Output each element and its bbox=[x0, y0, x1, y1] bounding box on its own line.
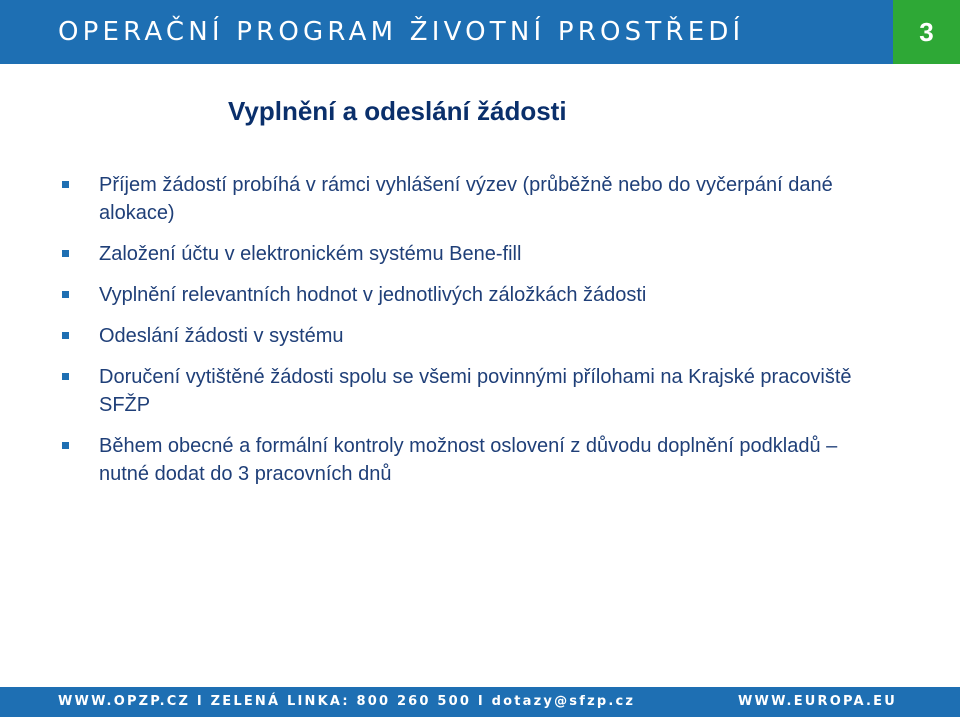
bullet-text: Vyplnění relevantních hodnot v jednotlivých záložkách žádosti bbox=[99, 284, 647, 306]
header-bar bbox=[0, 0, 893, 64]
footer-bar bbox=[0, 687, 960, 717]
bullet-text: Příjem žádostí probíhá v rámci vyhlášení výzev (průběžně nebo do vyčerpání dané alokace) bbox=[99, 174, 833, 224]
slide-title: Vyplnění a odeslání žádosti bbox=[228, 96, 567, 126]
square-bullet-icon bbox=[62, 181, 69, 188]
bullet-item bbox=[62, 363, 882, 419]
bullet-list bbox=[62, 171, 882, 488]
program-title: OPERAČNÍ PROGRAM ŽIVOTNÍ PROSTŘEDÍ bbox=[58, 17, 745, 47]
square-bullet-icon bbox=[62, 291, 69, 298]
square-bullet-icon bbox=[62, 250, 69, 257]
square-bullet-icon bbox=[62, 373, 69, 380]
footer-contact[interactable]: WWW.OPZP.CZ I ZELENÁ LINKA: 800 260 500 I dotazy@sfzp.cz bbox=[58, 694, 636, 709]
square-bullet-icon bbox=[62, 332, 69, 339]
square-bullet-icon bbox=[62, 442, 69, 449]
footer-eu-link[interactable]: WWW.EUROPA.EU bbox=[738, 694, 898, 709]
bullet-text: Doručení vytištěné žádosti spolu se všemi povinnými přílohami na Krajské pracoviště SFŽP bbox=[99, 366, 852, 416]
bullet-text: Odeslání žádosti v systému bbox=[99, 325, 344, 347]
bullet-item bbox=[62, 171, 882, 227]
bullet-item bbox=[62, 432, 882, 488]
bullet-text: Založení účtu v elektronickém systému Bene-fill bbox=[99, 243, 522, 265]
bullet-item bbox=[62, 281, 882, 309]
bullet-item bbox=[62, 240, 882, 268]
bullet-text: Během obecné a formální kontroly možnost oslovení z důvodu doplnění podkladů – nutné dodat do 3 pracovních dnů bbox=[99, 435, 838, 485]
page-number: 3 bbox=[893, 0, 960, 64]
bullet-item bbox=[62, 322, 882, 350]
